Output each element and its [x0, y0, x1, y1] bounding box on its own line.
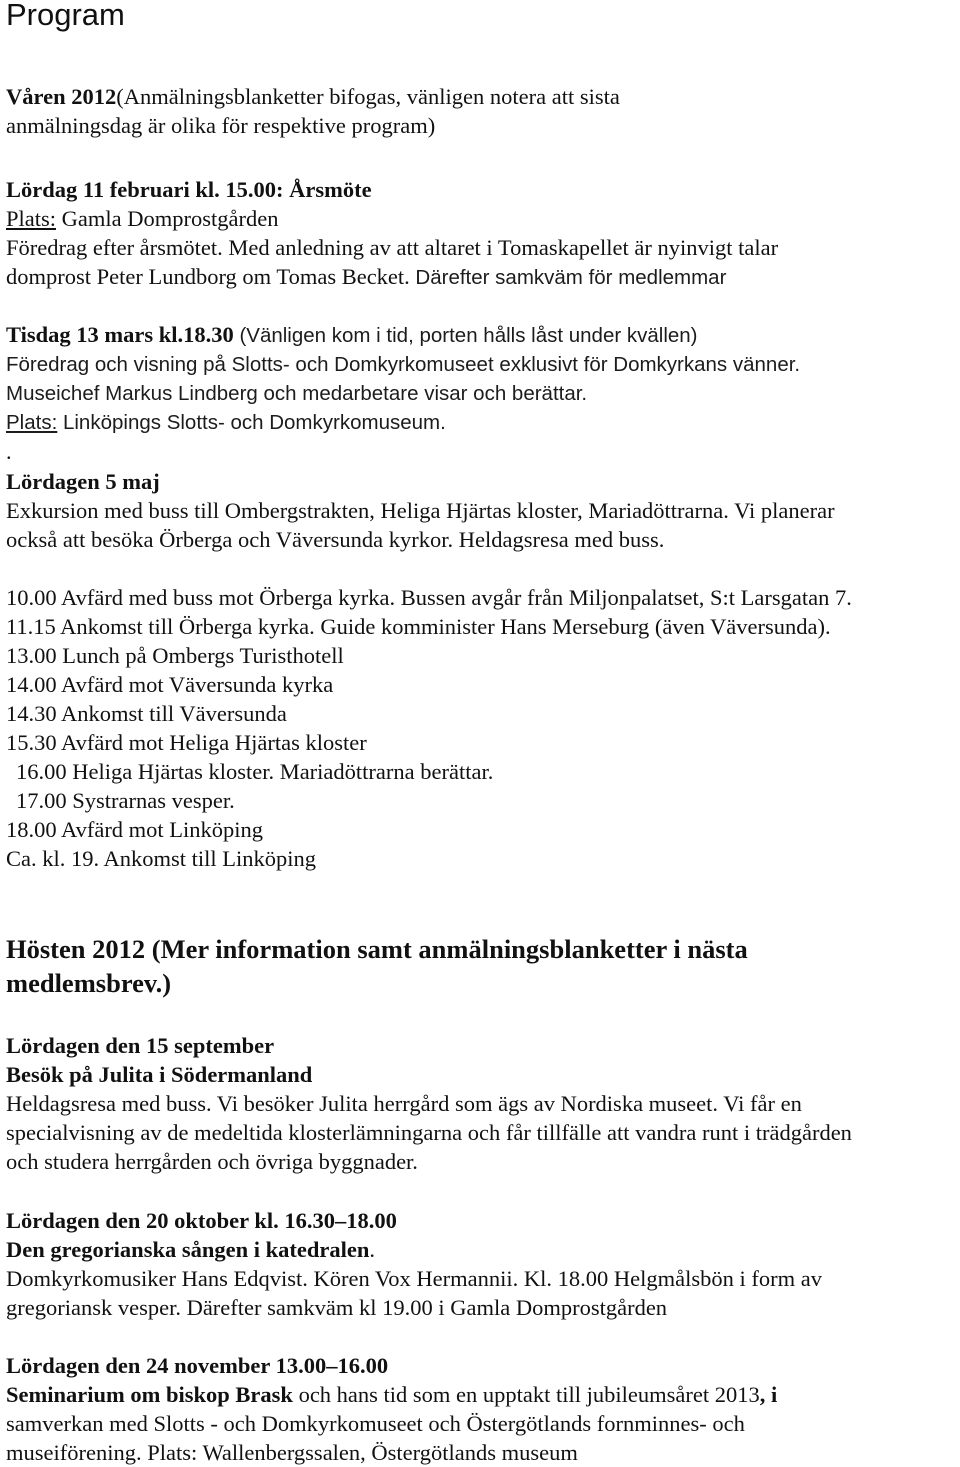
page-title: Program [6, 0, 125, 32]
event-text: domprost Peter Lundborg om Tomas Becket. [6, 264, 416, 289]
event-subtitle: Besök på Julita i Södermanland [6, 1062, 313, 1087]
schedule-item: 11.15 Ankomst till Örberga kyrka. Guide komminister Hans Merseburg (även Väversunda). [6, 614, 831, 639]
schedule-item: 15.30 Avfärd mot Heliga Hjärtas kloster [6, 730, 367, 755]
event-text: Domkyrkomusiker Hans Edqvist. Kören Vox Hermannii. Kl. 18.00 Helgmålsbön i form av [6, 1266, 822, 1291]
schedule-item: 13.00 Lunch på Ombergs Turisthotell [6, 643, 344, 668]
event-text: museiförening. Plats: Wallenbergssalen, Östergötlands museum [6, 1440, 578, 1465]
event-date: Lördagen den 15 september [6, 1033, 275, 1058]
event-text: specialvisning av de medeltida klosterlämningarna och får tillfälle att vandra runt i trädgården [6, 1120, 852, 1145]
event-text: Föredrag efter årsmötet. Med anledning av att altaret i Tomaskapellet är nyinvigt talar [6, 235, 779, 260]
stray-dot: . [6, 439, 12, 464]
spring-heading-note: (Anmälningsblanketter bifogas, vänligen notera att sista [116, 84, 620, 109]
excursion-schedule [6, 583, 956, 873]
place-value: Linköpings Slotts- och Domkyrkomuseum. [57, 411, 446, 434]
schedule-item: 14.30 Ankomst till Väversunda [6, 701, 287, 726]
event-date: Lördag 11 februari kl. 15.00: Årsmöte [6, 177, 372, 202]
autumn-event-gregorian [6, 1206, 956, 1322]
spring-heading [6, 82, 956, 140]
autumn-event-seminar [6, 1351, 956, 1467]
event-text: Därefter samkväm för medlemmar [415, 266, 727, 289]
event-date: Lördagen den 24 november 13.00–16.00 [6, 1353, 389, 1378]
event-text: och studera herrgården och övriga byggnader. [6, 1149, 418, 1174]
spring-event-excursion [6, 467, 956, 554]
event-text: Exkursion med buss till Ombergstrakten, Heliga Hjärtas kloster, Mariadöttrarna. Vi planerar [6, 498, 835, 523]
event-date: Lördagen 5 maj [6, 469, 160, 494]
spring-heading-note-cont: anmälningsdag är olika för respektive program) [6, 113, 436, 138]
autumn-event-julita [6, 1031, 956, 1176]
event-text-bold: Seminarium om biskop Brask [6, 1382, 293, 1407]
place-value: Gamla Domprostgården [56, 206, 279, 231]
event-text: Museichef Markus Lindberg och medarbetare visar och berättar. [6, 382, 588, 405]
event-date-note: (Vänligen kom i tid, porten hålls låst under kvällen) [233, 324, 698, 347]
event-text: och hans tid som en upptakt till jubileumsåret 2013 [292, 1382, 760, 1407]
autumn-heading-line: medlemsbrev.) [6, 968, 172, 998]
schedule-item: Ca. kl. 19. Ankomst till Linköping [6, 846, 317, 871]
event-date: Lördagen den 20 oktober kl. 16.30–18.00 [6, 1208, 397, 1233]
event-subtitle-end: . [369, 1237, 375, 1262]
event-subtitle: Den gregorianska sången i katedralen [6, 1237, 370, 1262]
autumn-heading [6, 932, 956, 1000]
event-text-bold: , i [759, 1382, 778, 1407]
schedule-item: 14.00 Avfärd mot Väversunda kyrka [6, 672, 334, 697]
spring-event-museum-visit [6, 320, 956, 466]
schedule-item: 18.00 Avfärd mot Linköping [6, 817, 264, 842]
spring-event-annual-meeting [6, 175, 956, 292]
schedule-item: 16.00 Heliga Hjärtas kloster. Mariadöttrarna berättar. [16, 759, 494, 784]
event-text: samverkan med Slotts - och Domkyrkomuseet och Östergötlands fornminnes- och [6, 1411, 745, 1436]
autumn-heading-line: Hösten 2012 (Mer information samt anmälningsblanketter i nästa [6, 934, 748, 964]
event-date: Tisdag 13 mars kl.18.30 [6, 322, 234, 347]
event-text: Heldagsresa med buss. Vi besöker Julita herrgård som ägs av Nordiska museet. Vi får en [6, 1091, 802, 1116]
place-label: Plats: [6, 411, 58, 434]
event-text: gregoriansk vesper. Därefter samkväm kl 19.00 i Gamla Domprostgården [6, 1295, 668, 1320]
place-label: Plats: [6, 206, 57, 231]
schedule-item: 10.00 Avfärd med buss mot Örberga kyrka. Bussen avgår från Miljonpalatset, S:t Larsgatan 7. [6, 585, 852, 610]
event-text: också att besöka Örberga och Väversunda kyrkor. Heldagsresa med buss. [6, 527, 665, 552]
spring-heading-bold: Våren 2012 [6, 84, 117, 109]
event-text: Föredrag och visning på Slotts- och Domkyrkomuseet exklusivt för Domkyrkans vänner. [6, 353, 801, 376]
schedule-item: 17.00 Systrarnas vesper. [16, 788, 235, 813]
